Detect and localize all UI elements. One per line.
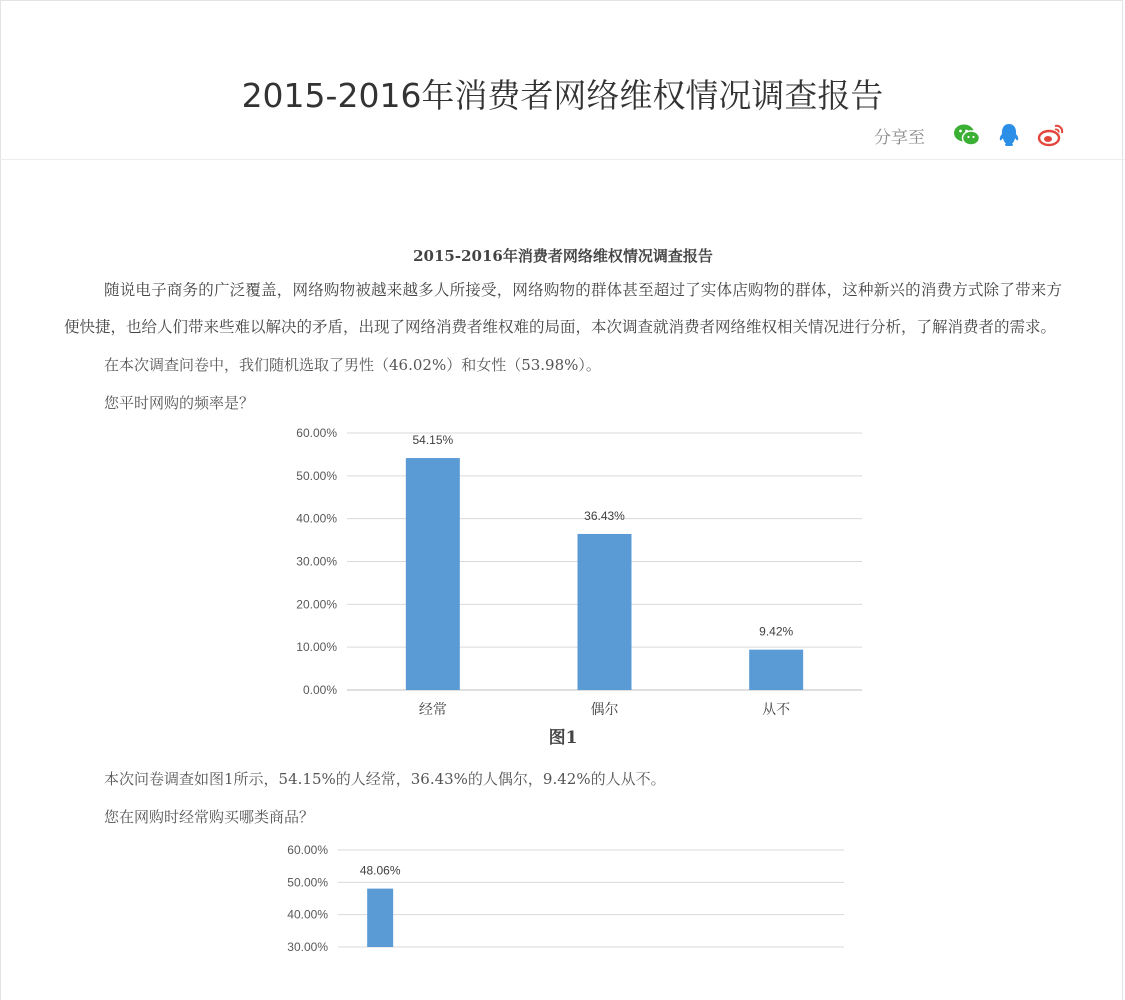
x-tick-label: 偶尔 <box>590 701 619 717</box>
x-tick-label: 从不 <box>762 701 791 717</box>
data-label: 48.06% <box>359 863 401 878</box>
data-label: 54.15% <box>412 433 454 448</box>
y-tick-label: 50.00% <box>296 468 337 483</box>
wechat-icon[interactable] <box>953 122 981 148</box>
bar <box>406 458 460 690</box>
article-body <box>64 240 1062 956</box>
question-2: 您在网购时经常购买哪类商品？ <box>104 808 315 826</box>
share-label: 分享至 <box>874 127 925 148</box>
qq-icon[interactable] <box>995 122 1023 148</box>
y-tick-label: 50.00% <box>287 875 328 890</box>
article-title: 2015-2016年消费者网络维权情况调查报告 <box>413 247 713 265</box>
data-label: 36.43% <box>584 508 625 523</box>
x-tick-label: 经常 <box>418 701 447 717</box>
figure-1-caption: 图1 <box>548 728 578 748</box>
chart-1 <box>64 422 1062 722</box>
y-tick-label: 30.00% <box>296 554 337 569</box>
question-1: 您平时网购的频率是？ <box>104 394 255 412</box>
y-tick-label: 60.00% <box>287 843 328 857</box>
share-bar <box>874 120 1065 150</box>
bar <box>367 889 393 947</box>
page-title: 2015-2016年消费者网络维权情况调查报告 <box>241 76 884 116</box>
bar <box>749 650 803 690</box>
y-tick-label: 10.00% <box>296 640 337 655</box>
data-label: 9.42% <box>759 624 794 639</box>
intro-paragraph: 随说电子商务的广泛覆盖，网络购物被越来越多人所接受，网络购物的群体甚至超过了实体店购物的群体，这种新兴的消费方式除了带来方便快捷，也给人们带来些难以解决的矛盾，出现了网络消费者维权难的局面，本次调查就消费者网络维权相关情况进行分析，了解消费者的需求。 <box>64 281 1062 336</box>
chart-1-svg <box>64 422 1062 722</box>
weibo-icon[interactable] <box>1037 122 1065 148</box>
y-tick-label: 20.00% <box>296 597 337 612</box>
figure-1-summary: 本次问卷调查如图1所示，54.15%的人经常，36.43%的人偶尔，9.42%的人从不。 <box>104 770 666 788</box>
y-tick-label: 30.00% <box>287 940 328 954</box>
y-tick-label: 40.00% <box>296 511 337 526</box>
header-divider <box>0 159 1125 160</box>
bar <box>578 534 632 690</box>
sample-paragraph: 在本次调查问卷中，我们随机选取了男性（46.02%）和女性（53.98%）。 <box>104 356 601 374</box>
y-tick-label: 60.00% <box>296 426 337 440</box>
y-tick-label: 40.00% <box>287 907 328 922</box>
y-tick-label: 0.00% <box>302 683 337 697</box>
chart-2-svg <box>64 836 1062 956</box>
chart-2 <box>64 836 1062 956</box>
